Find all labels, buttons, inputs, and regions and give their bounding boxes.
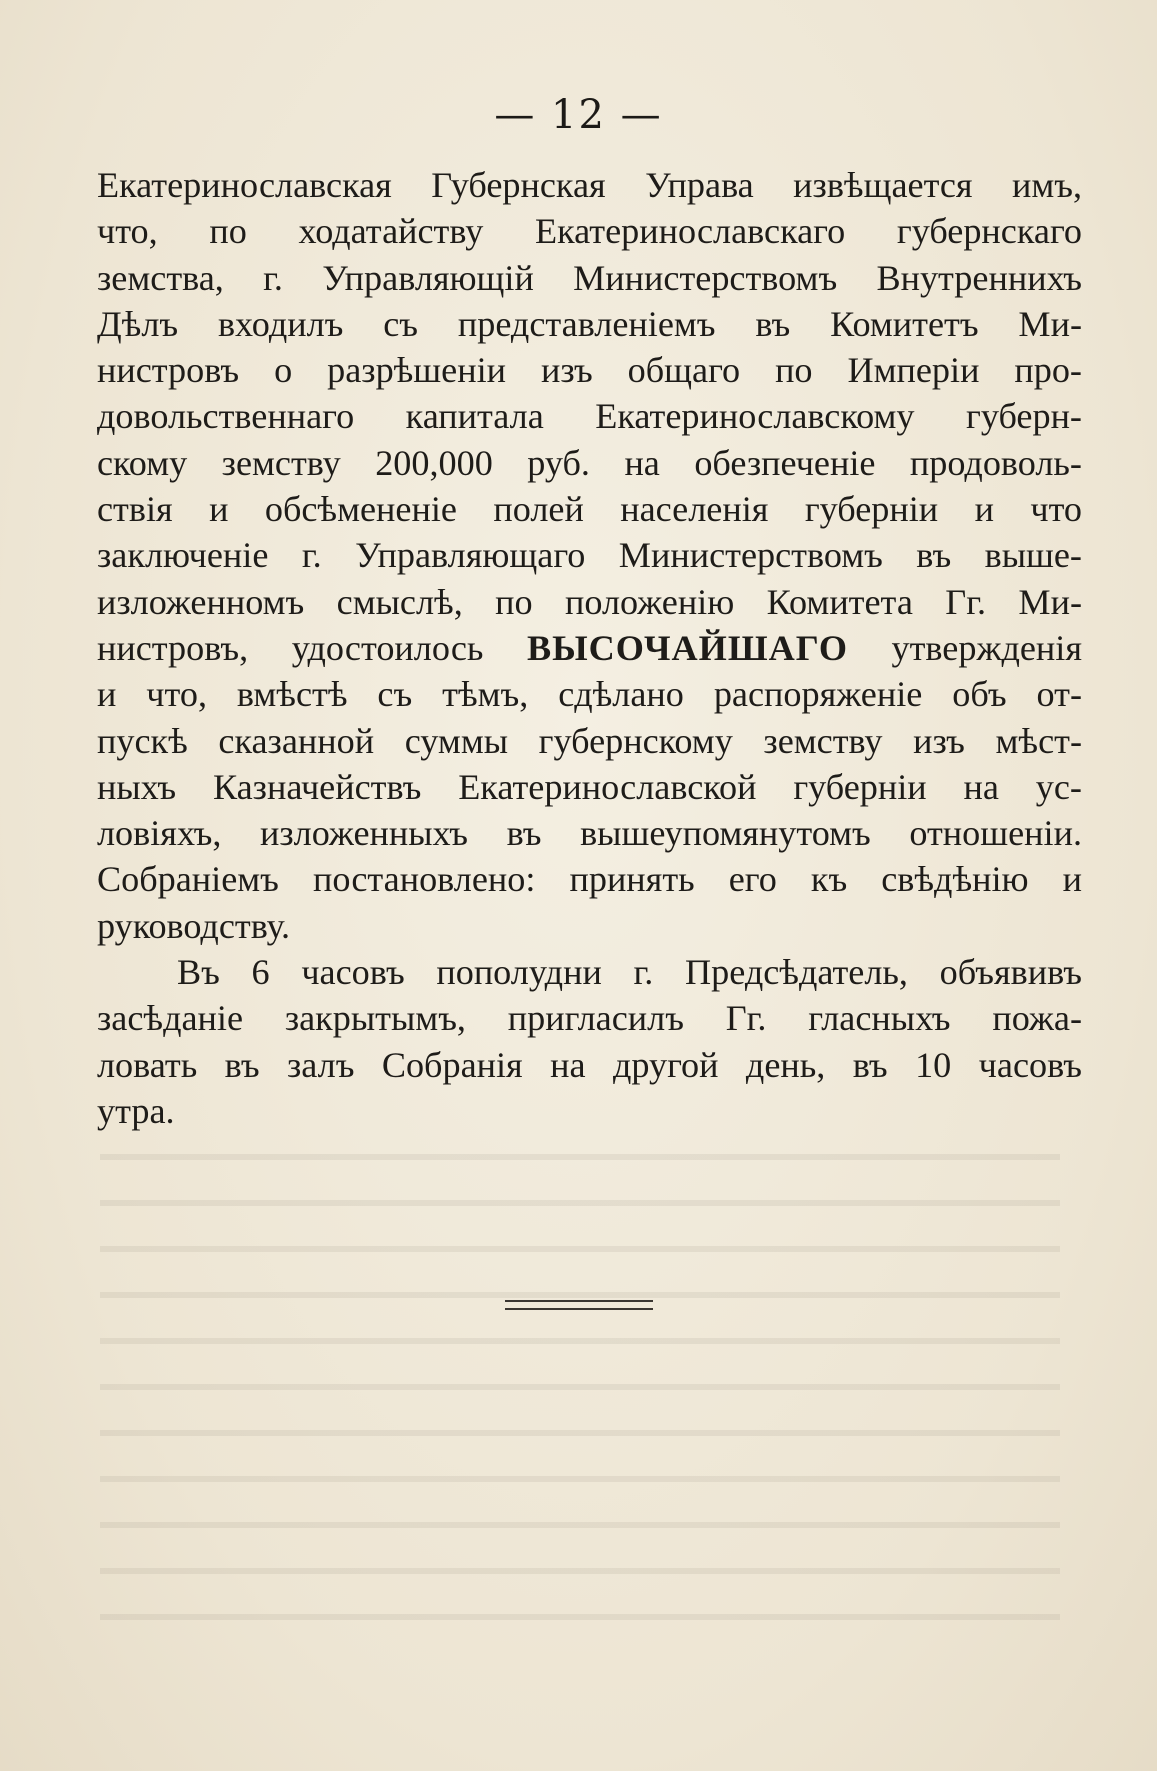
text-line: что, по ходатайству Екатеринославскаго губернскаго (97, 211, 1082, 252)
text-line: ствія и обсѣмененіе полей населенія губерніи и что (97, 489, 1082, 530)
text-line: ныхъ Казначействъ Екатеринославской губерніи на ус- (97, 766, 1082, 807)
text-line: нистровъ, удостоилось ВЫСОЧАЙШАГО утвержденія (97, 627, 1082, 668)
section-divider (505, 1300, 653, 1310)
text-line: земства, г. Управляющій Министерствомъ Внутреннихъ (97, 257, 1082, 298)
text-line: Дѣлъ входилъ съ представленіемъ въ Комитетъ Ми- (97, 303, 1082, 344)
body-text (97, 162, 1082, 1134)
text-line: довольственнаго капитала Екатеринославскому губерн- (97, 396, 1082, 437)
text-line: и что, вмѣстѣ съ тѣмъ, сдѣлано распоряженіе объ от- (97, 674, 1082, 715)
emphasized-word: ВЫСОЧАЙШАГО (526, 627, 848, 668)
text-line: Собраніемъ постановлено: принять его къ свѣдѣнію и (97, 859, 1082, 900)
text-line: руководству. (97, 905, 291, 946)
text-line: изложенномъ смыслѣ, по положенію Комитета Гг. Ми- (97, 581, 1082, 622)
text-line: нистровъ о разрѣшеніи изъ общаго по Имперіи про- (97, 350, 1082, 391)
page-number: — 12 — (494, 92, 663, 138)
text-line: засѣданіе закрытымъ, пригласилъ Гг. гласныхъ пожа- (97, 998, 1082, 1039)
text-line: заключеніе г. Управляющаго Министерствомъ въ выше- (97, 535, 1082, 576)
text-line: ловіяхъ, изложенныхъ въ вышеупомянутомъ отношеніи. (97, 813, 1082, 854)
text-line: скому земству 200,000 руб. на обезпеченіе продоволь- (97, 442, 1082, 483)
text-line: Екатеринославская Губернская Управа извѣщается имъ, (97, 165, 1082, 205)
text-line: ловать въ залъ Собранія на другой день, въ 10 часовъ (97, 1044, 1082, 1085)
show-through-texture (100, 1130, 1060, 1650)
text-line: Въ 6 часовъ пополудни г. Предсѣдатель, объявивъ (177, 952, 1082, 993)
text-line: пускѣ сказанной суммы губернскому земству изъ мѣст- (97, 720, 1082, 761)
text-line: утра. (97, 1090, 175, 1131)
